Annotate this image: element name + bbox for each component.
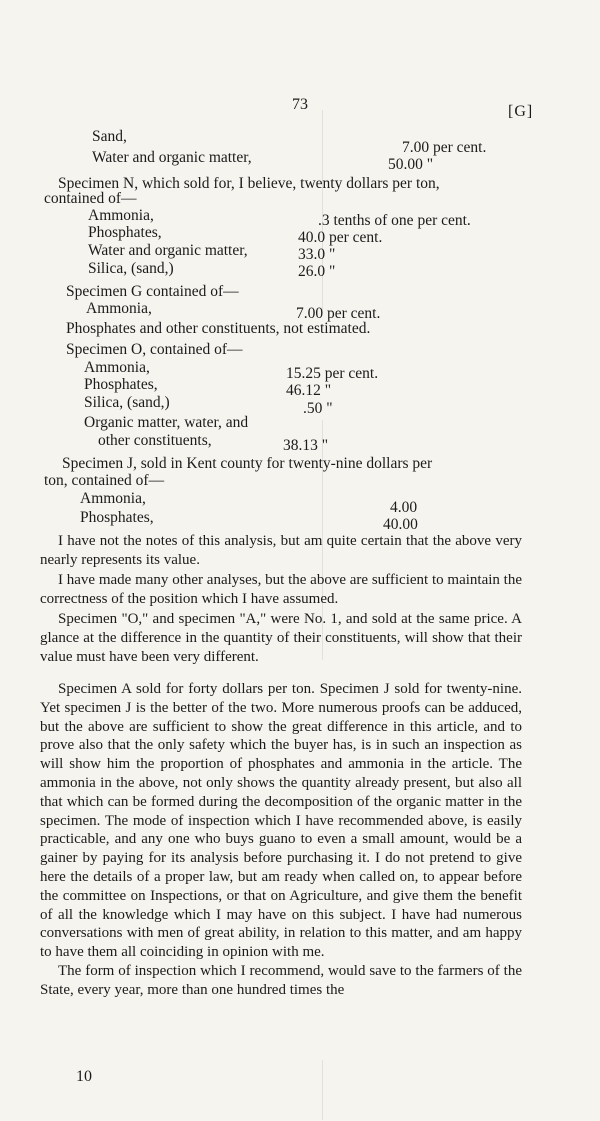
line-label: other constituents, xyxy=(98,432,212,449)
line-value: 7.00 per cent. xyxy=(402,139,487,156)
line-label: Ammonia, xyxy=(86,300,152,317)
line-value: 26.0 " xyxy=(298,263,336,280)
line-value: 7.00 per cent. xyxy=(296,305,381,322)
paragraph: I have not the notes of this analysis, but am quite certain that the above very nearly represents its value. xyxy=(40,533,522,569)
line-label: Water and organic matter, xyxy=(88,242,248,259)
line-value: 15.25 per cent. xyxy=(286,365,379,382)
line-value: 40.0 per cent. xyxy=(298,229,383,246)
specimen-heading: Specimen O, contained of— xyxy=(66,341,243,358)
paragraph: I have made many other analyses, but the above are sufficient to maintain the correctness of the position which I have assumed. xyxy=(40,571,522,608)
footer-mark: 10 xyxy=(76,1068,92,1085)
line-value: 38.13 " xyxy=(283,437,329,454)
line-label: Organic matter, water, and xyxy=(84,414,249,431)
specimen-heading-cont: contained of— xyxy=(44,190,137,207)
line-value: 33.0 " xyxy=(298,246,336,263)
line-label: Ammonia, xyxy=(80,490,146,507)
line-label: Phosphates, xyxy=(84,376,158,393)
paragraph: The form of inspection which I recommend, would save to the farmers of the State, every year, more than one hundred times the xyxy=(40,962,522,998)
line-label: Phosphates, xyxy=(88,224,162,241)
line-value: .50 " xyxy=(303,400,333,417)
signature-mark: [G] xyxy=(508,103,534,120)
line-label: Ammonia, xyxy=(84,359,150,376)
line-label: Silica, (sand,) xyxy=(84,394,170,411)
body-text-lower xyxy=(40,680,522,1000)
line-value: .3 tenths of one per cent. xyxy=(318,212,471,229)
specimen-heading: Specimen N, which sold for, I believe, twenty dollars per ton, xyxy=(58,175,440,192)
line-label: Water and organic matter, xyxy=(92,149,252,166)
specimen-heading: Specimen G contained of— xyxy=(66,283,239,300)
page-number: 73 xyxy=(292,96,308,113)
specimen-heading: Specimen J, sold in Kent county for twenty-nine dollars per xyxy=(62,455,433,472)
line-value: 46.12 " xyxy=(286,382,332,399)
fold-shadow xyxy=(322,1060,323,1120)
line-label: Phosphates, xyxy=(80,509,154,526)
line-label: Sand, xyxy=(92,128,127,145)
line-value: 4.00 xyxy=(390,499,418,516)
paragraph: Specimen A sold for forty dollars per ton. Specimen J sold for twenty-nine. Yet specimen J is the better of the two. More numerous proofs can be adduced, but the above are sufficient to show the great difference in this article, and to prove also that the only safety which the buyer has, is in such an inspection as will show him the proportion of phosphates and ammonia in the article. The ammonia in the above, not only shows the quantity already present, but also all that which can be formed during the decomposition of the organic matter in the specimen. The mode of inspection which I have recommended above, is easily practicable, and any one who buys guano to even a small amount, would be a gainer by paying for its analysis before purchasing it. I do not pretend to give here the details of a proper law, but am ready when called on, to appear before the committee on Inspections, or that on Agriculture, and give them the benefit of all the knowledge which I may have on this subject. I have had numerous conversations with men of great ability, in relation to this matter, and am happy to have them all coinciding in opinion with me. xyxy=(40,681,522,961)
paragraph: Specimen "O," and specimen "A," were No. 1, and sold at the same price. A glance at the difference in the quantity of their constituents, will show that their value must have been very different. xyxy=(40,610,522,666)
line-label: Ammonia, xyxy=(88,207,154,224)
line-label: Silica, (sand,) xyxy=(88,260,174,277)
specimen-heading-cont: ton, contained of— xyxy=(44,472,165,489)
line-value: 50.00 " xyxy=(388,156,434,173)
note-line: Phosphates and other constituents, not estimated. xyxy=(66,320,371,337)
body-text-upper xyxy=(40,532,522,668)
line-value: 40.00 xyxy=(383,516,418,533)
